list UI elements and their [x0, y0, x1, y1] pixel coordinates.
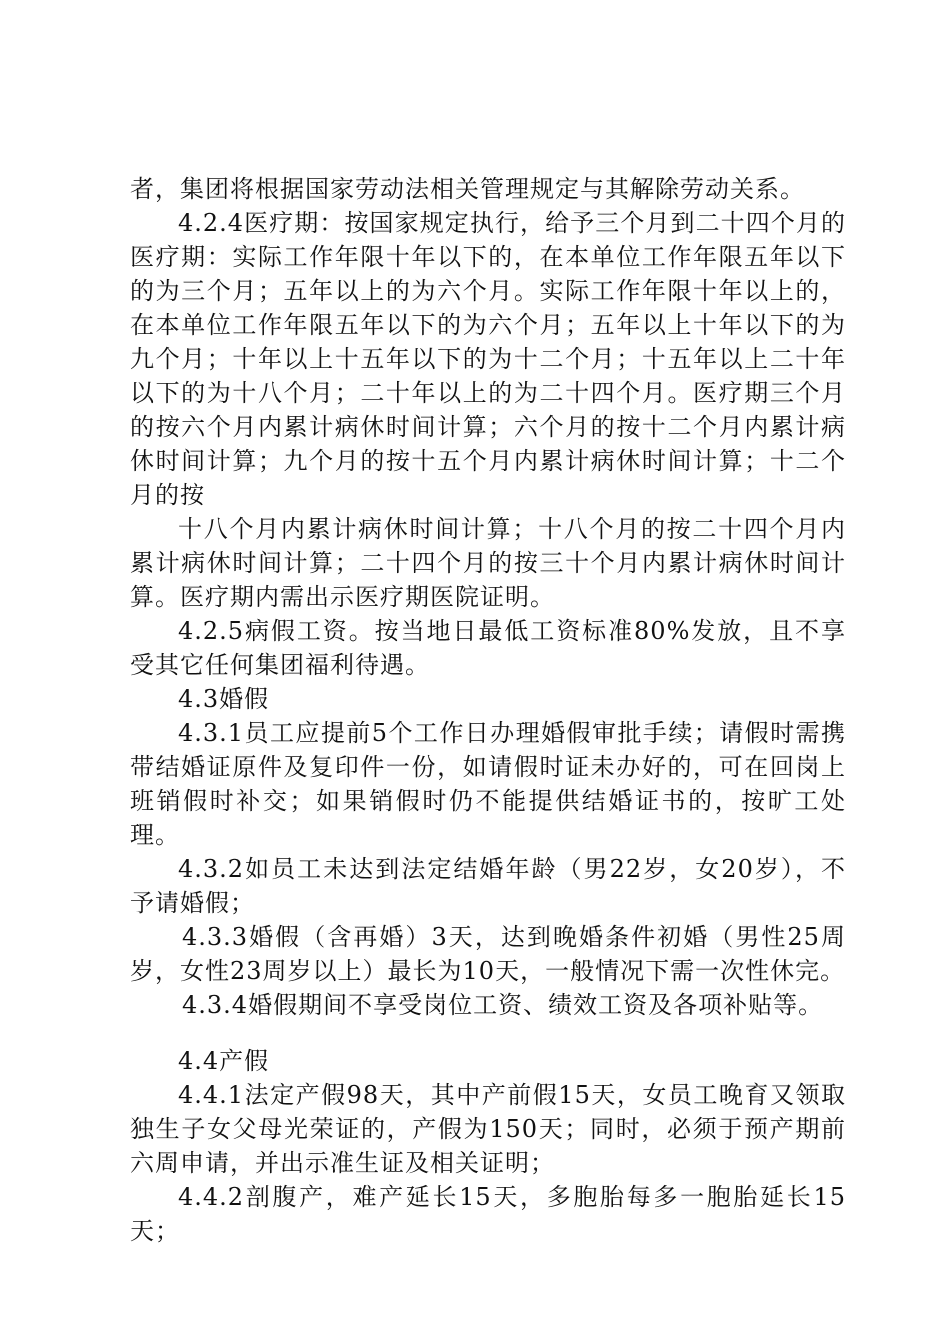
heading-4-4: 4.4产假 [178, 1047, 270, 1075]
paragraph-gap [130, 1022, 846, 1044]
document-body [130, 172, 846, 1248]
paragraph-continuation: 者，集团将根据国家劳动法相关管理规定与其解除劳动关系。 [130, 175, 805, 203]
paragraph-4-4-2: 4.4.2剖腹产，难产延长15天，多胞胎每多一胞胎延长15天； [130, 1183, 846, 1245]
paragraph-4-2-5: 4.2.5病假工资。按当地日最低工资标准80%发放，且不享受其它任何集团福利待遇。 [130, 617, 846, 679]
paragraph-4-3-3: 4.3.3婚假（含再婚）3天，达到晚婚条件初婚（男性25周岁，女性23周岁以上）最长为10天，一般情况下需一次性休完。 [130, 923, 846, 985]
heading-4-3: 4.3婚假 [178, 685, 270, 713]
paragraph-4-3-4: 4.3.4婚假期间不享受岗位工资、绩效工资及各项补贴等。 [182, 991, 824, 1019]
paragraph-4-3-2: 4.3.2如员工未达到法定结婚年龄（男22岁，女20岁），不予请婚假； [130, 855, 846, 917]
paragraph-4-2-4: 4.2.4医疗期：按国家规定执行，给予三个月到二十四个月的医疗期：实际工作年限十年以下的，在本单位工作年限五年以下的为三个月；五年以上的为六个月。实际工作年限十年以上的，在本单位工作年限五年以下的为六个月；五年以上十年以下的为九个月；十年以上十五年以下的为十二个月；十五年以上二十年以下的为十八个月；二十年以上的为二十四个月。医疗期三个月的按六个月内累计病休时间计算；六个月的按十二个月内累计病休时间计算；九个月的按十五个月内累计病休时间计算；十二个月的按 [130, 209, 846, 509]
paragraph-4-3-1: 4.3.1员工应提前5个工作日办理婚假审批手续；请假时需携带结婚证原件及复印件一份，如请假时证未办好的，可在回岗上班销假时补交；如果销假时仍不能提供结婚证书的，按旷工处理。 [130, 719, 846, 849]
paragraph-4-4-1: 4.4.1法定产假98天，其中产前假15天，女员工晚育又领取独生子女父母光荣证的，产假为150天；同时，必须于预产期前六周申请，并出示准生证及相关证明； [130, 1081, 846, 1177]
paragraph-4-2-4-continued: 十八个月内累计病休时间计算；十八个月的按二十四个月内累计病休时间计算；二十四个月的按三十个月内累计病休时间计算。医疗期内需出示医疗期医院证明。 [130, 515, 846, 611]
